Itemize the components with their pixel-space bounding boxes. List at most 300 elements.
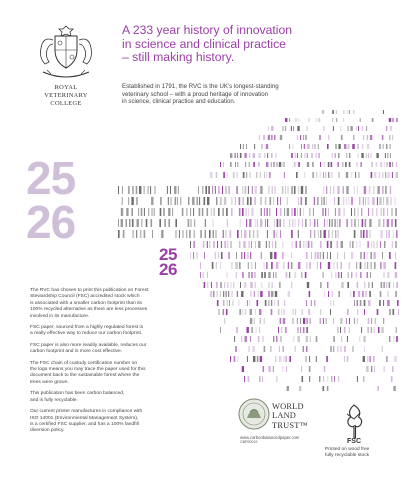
barcode-stripe — [301, 197, 303, 205]
fsc-line: This publication has been carbon balanced, — [30, 391, 125, 397]
barcode-stripe — [160, 197, 162, 205]
barcode-stripe — [306, 135, 307, 140]
barcode-stripe — [357, 300, 359, 306]
barcode-stripe — [254, 291, 255, 297]
barcode-stripe — [220, 262, 221, 269]
barcode-stripe — [260, 318, 262, 324]
barcode-stripe — [341, 135, 343, 140]
barcode-stripe — [237, 291, 238, 297]
barcode-stripe — [347, 356, 349, 362]
barcode-stripe — [383, 262, 385, 269]
barcode-stripe — [253, 230, 255, 238]
barcode-stripe — [323, 126, 324, 131]
barcode-stripe — [368, 197, 370, 205]
crest-icon — [33, 20, 99, 82]
barcode-stripe — [275, 291, 277, 297]
barcode-stripe — [249, 162, 250, 167]
barcode-stripe — [255, 241, 256, 248]
barcode-stripe — [308, 241, 310, 248]
barcode-stripe — [244, 376, 245, 382]
barcode-stripe — [200, 272, 201, 278]
barcode-stripe — [344, 208, 345, 216]
world-land-trust-seal-icon — [238, 398, 270, 430]
barcode-stripe — [383, 300, 384, 306]
barcode-stripe — [289, 356, 291, 362]
barcode-stripe — [335, 230, 336, 238]
barcode-stripe — [190, 208, 191, 216]
barcode-stripe — [285, 126, 286, 131]
barcode-stripe — [387, 208, 388, 216]
barcode-stripe — [263, 366, 265, 372]
barcode-stripe — [264, 318, 265, 324]
barcode-stripe — [338, 153, 340, 158]
barcode-stripe — [376, 162, 378, 167]
barcode-stripe — [194, 219, 195, 227]
barcode-stripe — [387, 291, 389, 297]
barcode-stripe — [365, 219, 367, 227]
barcode-stripe — [292, 318, 294, 324]
barcode-stripe — [266, 172, 267, 178]
barcode-stripe — [317, 262, 318, 269]
barcode-stripe — [247, 252, 249, 259]
barcode-stripe — [301, 153, 302, 158]
barcode-stripe — [308, 118, 309, 122]
barcode-stripe — [298, 327, 299, 333]
barcode-stripe — [391, 376, 393, 382]
barcode-stripe — [353, 110, 354, 114]
barcode-stripe — [211, 282, 212, 288]
barcode-stripe — [305, 153, 306, 158]
small-number-bottom: 26 — [159, 260, 177, 279]
barcode-stripe — [359, 197, 361, 205]
barcode-stripe — [384, 162, 385, 167]
barcode-stripe — [372, 118, 374, 122]
barcode-stripe — [278, 309, 280, 315]
barcode-stripe — [251, 272, 253, 278]
barcode-stripe — [393, 386, 395, 391]
barcode-stripe — [250, 197, 252, 205]
barcode-stripe — [337, 346, 339, 352]
barcode-stripe — [390, 144, 391, 149]
barcode-stripe — [307, 144, 309, 149]
barcode-stripe — [382, 172, 383, 178]
barcode-stripe — [248, 272, 250, 278]
barcode-stripe — [303, 346, 304, 352]
barcode-stripe — [291, 126, 292, 131]
barcode-stripe — [231, 197, 232, 205]
barcode-stripe — [313, 172, 314, 178]
barcode-stripe — [230, 230, 232, 238]
barcode-stripe — [246, 208, 247, 216]
barcode-stripe — [192, 197, 194, 205]
barcode-stripe — [360, 262, 362, 269]
barcode-stripe — [237, 162, 238, 167]
barcode-stripe — [199, 208, 201, 216]
barcode-stripe — [277, 219, 279, 227]
barcode-stripe — [242, 197, 244, 205]
barcode-stripe — [218, 252, 219, 259]
barcode-stripe — [297, 135, 298, 140]
barcode-stripe — [378, 219, 380, 227]
barcode-stripe — [205, 230, 206, 238]
barcode-stripe — [199, 197, 200, 205]
barcode-stripe — [180, 197, 181, 205]
barcode-stripe — [270, 252, 272, 259]
barcode-stripe — [261, 252, 262, 259]
barcode-stripe — [363, 336, 365, 342]
barcode-stripe — [241, 336, 242, 342]
barcode-stripe — [284, 309, 285, 315]
barcode-stripe — [287, 208, 289, 216]
barcode-stripe — [267, 153, 268, 158]
barcode-stripe — [340, 327, 341, 333]
barcode-stripe — [227, 272, 228, 278]
barcode-stripe — [312, 162, 314, 167]
barcode-stripe — [396, 230, 398, 238]
barcode-stripe — [288, 291, 290, 297]
fsc-logo-label: FSC — [347, 438, 361, 444]
barcode-stripe — [316, 336, 318, 342]
barcode-stripe — [186, 230, 187, 238]
barcode-stripe — [191, 219, 192, 227]
barcode-stripe — [337, 327, 339, 333]
barcode-stripe — [331, 346, 332, 352]
barcode-stripe — [141, 208, 143, 216]
barcode-stripe — [257, 300, 259, 306]
big-number-top: 25 — [26, 152, 76, 204]
barcode-stripe — [368, 241, 369, 248]
barcode-stripe — [346, 153, 348, 158]
barcode-stripe — [333, 318, 334, 324]
barcode-stripe — [255, 262, 256, 269]
barcode-stripe — [240, 153, 242, 158]
fsc-line: The RVC has chosen to print this publication on Forest — [30, 288, 149, 293]
barcode-stripe — [338, 144, 340, 149]
barcode-stripe — [171, 197, 172, 205]
barcode-stripe — [289, 144, 290, 149]
barcode-stripe — [243, 241, 245, 248]
barcode-stripe — [305, 272, 307, 278]
barcode-stripe — [250, 172, 251, 178]
barcode-stripe — [268, 272, 270, 278]
barcode-stripe — [347, 110, 348, 114]
barcode-stripe — [363, 135, 364, 140]
barcode-stripe — [246, 219, 247, 227]
barcode-stripe — [241, 252, 242, 259]
barcode-stripe — [251, 241, 252, 248]
barcode-stripe — [332, 219, 333, 227]
barcode-stripe — [357, 144, 359, 149]
barcode-stripe — [357, 376, 358, 382]
barcode-stripe — [248, 376, 250, 382]
world-land-trust-code: CBP00019 — [240, 440, 258, 444]
barcode-stripe — [315, 252, 317, 259]
barcode-stripe — [126, 219, 127, 227]
barcode-stripe — [377, 186, 379, 194]
barcode-stripe — [386, 282, 387, 288]
barcode-stripe — [276, 336, 277, 342]
barcode-stripe — [148, 186, 149, 194]
barcode-stripe — [280, 230, 281, 238]
intro-line: Established in 1791, the RVC is the UK’s longest-standing — [122, 83, 279, 90]
barcode-stripe — [283, 262, 284, 269]
world-land-trust-url[interactable]: www.carbonbalancedpaper.com — [240, 435, 300, 440]
barcode-stripe — [348, 144, 350, 149]
barcode-stripe — [246, 172, 247, 178]
barcode-stripe — [368, 208, 369, 216]
barcode-stripe — [247, 356, 248, 362]
barcode-stripe — [383, 366, 385, 372]
barcode-stripe — [371, 327, 372, 333]
barcode-stripe — [249, 300, 250, 306]
barcode-stripe — [273, 336, 274, 342]
barcode-stripe — [188, 197, 189, 205]
barcode-stripe — [283, 318, 285, 324]
barcode-stripe — [310, 219, 311, 227]
barcode-stripe — [396, 241, 397, 248]
barcode-stripe — [358, 208, 359, 216]
barcode-stripe — [278, 300, 279, 306]
barcode-stripe — [360, 241, 361, 248]
barcode-stripe — [318, 252, 319, 259]
barcode-stripe — [207, 282, 208, 288]
barcode-stripe — [295, 309, 296, 315]
barcode-stripe — [333, 126, 334, 131]
barcode-stripe — [216, 172, 218, 178]
barcode-stripe — [295, 219, 296, 227]
barcode-stripe — [303, 327, 305, 333]
barcode-stripe — [152, 208, 153, 216]
barcode-stripe — [389, 309, 391, 315]
barcode-stripe — [207, 272, 208, 278]
barcode-stripe — [239, 262, 241, 269]
barcode-stripe — [296, 172, 298, 178]
barcode-stripe — [349, 153, 350, 158]
barcode-stripe — [372, 282, 373, 288]
barcode-stripe — [250, 282, 252, 288]
barcode-stripe — [250, 336, 251, 342]
barcode-stripe — [178, 186, 179, 194]
barcode-stripe — [227, 241, 229, 248]
barcode-stripe — [323, 172, 324, 178]
barcode-stripe — [188, 219, 190, 227]
barcode-stripe — [387, 300, 389, 306]
barcode-stripe — [367, 272, 369, 278]
barcode-stripe — [248, 262, 249, 269]
barcode-stripe — [287, 197, 288, 205]
barcode-stripe — [363, 356, 365, 362]
barcode-stripe — [335, 219, 336, 227]
barcode-stripe — [174, 186, 176, 194]
barcode-stripe — [371, 318, 372, 324]
intro-line: in science, clinical practice and education. — [122, 98, 236, 106]
barcode-stripe — [280, 208, 282, 216]
barcode-stripe — [236, 272, 237, 278]
barcode-stripe — [368, 327, 369, 333]
barcode-stripe — [190, 241, 191, 248]
barcode-stripe — [371, 153, 372, 158]
barcode-stripe — [334, 376, 335, 382]
barcode-stripe — [226, 208, 228, 216]
barcode-stripe — [363, 197, 364, 205]
barcode-stripe — [349, 110, 350, 114]
barcode-stripe — [297, 318, 298, 324]
barcode-stripe — [274, 300, 275, 306]
barcode-stripe — [374, 262, 375, 269]
barcode-stripe — [210, 291, 212, 297]
barcode-stripe — [137, 197, 138, 205]
barcode-stripe — [268, 291, 270, 297]
barcode-stripe — [362, 219, 364, 227]
barcode-stripe — [384, 282, 385, 288]
barcode-stripe — [249, 346, 250, 352]
barcode-stripe — [357, 309, 358, 315]
barcode-stripe — [257, 230, 259, 238]
barcode-stripe — [330, 241, 332, 248]
barcode-stripe — [292, 186, 293, 194]
barcode-stripe — [179, 230, 180, 238]
barcode-stripe — [223, 291, 224, 297]
barcode-stripe — [339, 219, 340, 227]
barcode-stripe — [258, 336, 260, 342]
barcode-stripe — [383, 208, 385, 216]
barcode-stripe — [144, 186, 145, 194]
barcode-stripe — [128, 186, 130, 194]
barcode-stripe — [269, 208, 270, 216]
barcode-stripe — [293, 336, 294, 342]
barcode-stripe — [295, 346, 296, 352]
barcode-stripe — [167, 186, 168, 194]
barcode-stripe — [226, 291, 227, 297]
wlt-name-line: LAND — [272, 411, 297, 421]
barcode-stripe — [281, 309, 282, 315]
barcode-stripe — [243, 172, 245, 178]
barcode-stripe — [194, 241, 195, 248]
barcode-stripe — [319, 135, 321, 140]
barcode-stripe — [151, 197, 153, 205]
barcode-stripe — [223, 162, 224, 167]
barcode-stripe — [213, 291, 214, 297]
barcode-stripe — [172, 208, 173, 216]
barcode-stripe — [358, 172, 359, 178]
barcode-stripe — [268, 186, 269, 194]
barcode-stripe — [358, 153, 359, 158]
barcode-stripe — [369, 291, 371, 297]
barcode-stripe — [318, 230, 319, 238]
fsc-line: and is fully recyclable. — [30, 397, 78, 403]
barcode-stripe — [361, 230, 362, 238]
barcode-stripe — [340, 318, 342, 324]
barcode-stripe — [301, 366, 302, 372]
barcode-stripe — [161, 230, 163, 238]
wlt-name-line: WORLD — [272, 402, 304, 411]
barcode-stripe — [128, 197, 129, 205]
fsc-line: The FSC chain of custody certification number on — [30, 360, 138, 366]
barcode-stripe — [271, 309, 273, 315]
barcode-stripe — [303, 318, 305, 324]
fsc-caption-line: Printed on wood free — [325, 447, 370, 452]
barcode-stripe — [376, 153, 378, 158]
big-number-bottom: 26 — [26, 196, 76, 248]
barcode-stripe — [392, 366, 394, 372]
barcode-stripe — [268, 135, 270, 140]
barcode-stripe — [276, 272, 277, 278]
barcode-stripe — [344, 144, 346, 149]
fsc-line: FSC paper, sourced from a highly regulated forest is — [30, 325, 144, 331]
fsc-line: Our current printer manufactures in compliance with — [30, 409, 143, 415]
barcode-stripe — [380, 230, 382, 238]
barcode-stripe — [249, 241, 250, 248]
barcode-stripe — [136, 186, 138, 194]
barcode-stripe — [352, 144, 354, 149]
barcode-stripe — [129, 219, 130, 227]
barcode-stripe — [396, 336, 398, 342]
barcode-stripe — [294, 186, 296, 194]
barcode-stripe — [239, 300, 240, 306]
fsc-line: Stewardship Council (FSC) accredited stock which — [30, 294, 140, 300]
barcode-stripe — [332, 110, 334, 114]
barcode-stripe — [259, 376, 260, 382]
barcode-stripe — [284, 208, 285, 216]
barcode-stripe — [395, 272, 397, 278]
barcode-stripe — [378, 327, 380, 333]
world-land-trust-name — [272, 402, 308, 430]
barcode-stripe — [383, 219, 384, 227]
barcode-stripe — [336, 144, 337, 149]
barcode-stripe — [309, 356, 310, 362]
barcode-stripe — [340, 262, 342, 269]
barcode-stripe — [289, 272, 290, 278]
college-line: ROYAL — [54, 84, 78, 91]
barcode-stripe — [392, 135, 393, 140]
barcode-stripe — [315, 144, 316, 149]
barcode-stripe — [351, 272, 352, 278]
barcode-stripe — [372, 197, 374, 205]
barcode-stripe — [250, 291, 252, 297]
barcode-stripe — [345, 346, 346, 352]
barcode-stripe — [286, 366, 287, 372]
barcode-stripe — [386, 356, 387, 362]
barcode-stripe — [285, 327, 286, 333]
barcode-stripe — [396, 172, 398, 178]
barcode-stripe — [366, 230, 368, 238]
barcode-stripe — [310, 336, 311, 342]
barcode-stripe — [268, 282, 269, 288]
barcode-stripe — [341, 241, 343, 248]
barcode-stripe — [271, 262, 273, 269]
barcode-stripe — [328, 230, 329, 238]
barcode-stripe — [381, 282, 383, 288]
barcode-stripe — [280, 197, 281, 205]
barcode-stripe — [310, 318, 311, 324]
barcode-stripe — [237, 153, 238, 158]
barcode-stripe — [391, 197, 392, 205]
barcode-stripe — [220, 282, 222, 288]
barcode-stripe — [239, 309, 241, 315]
barcode-stripe — [141, 219, 142, 227]
barcode-stripe — [389, 282, 391, 288]
barcode-stripe — [357, 318, 358, 324]
barcode-stripe — [275, 241, 276, 248]
barcode-stripe — [269, 172, 270, 178]
barcode-stripe — [256, 172, 258, 178]
barcode-stripe — [321, 197, 322, 205]
barcode-stripe — [160, 208, 162, 216]
barcode-stripe — [255, 282, 256, 288]
barcode-stripe — [377, 309, 379, 315]
barcode-stripe — [236, 186, 238, 194]
barcode-stripe — [152, 230, 153, 238]
